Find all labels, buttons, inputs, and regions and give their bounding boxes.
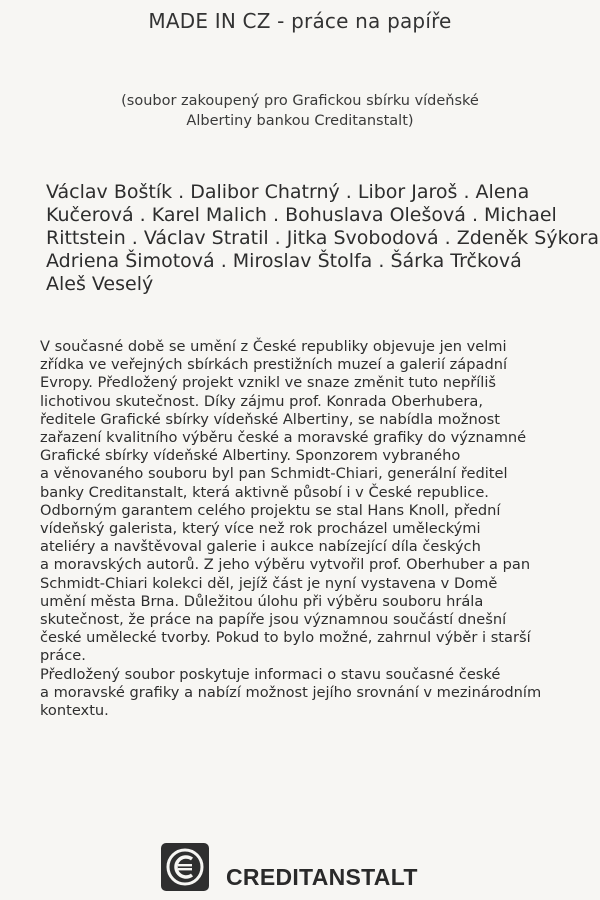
artist-line: Aleš Veselý xyxy=(46,273,154,295)
body-line: a moravských autorů. Z jeho výběru vytvořil prof. Oberhuber a pan xyxy=(40,556,531,574)
body-line: banky Creditanstalt, která aktivně působí i v České republice. xyxy=(40,483,489,501)
artist-line: Rittstein . Václav Stratil . Jitka Svobodová . Zdeněk Sýkora xyxy=(46,227,600,249)
artist-list xyxy=(46,181,600,296)
body-line: Evropy. Předložený projekt vznikl ve snaze změnit tuto nepříliš xyxy=(40,374,497,392)
body-line: V současné době se umění z České republiky objevuje jen velmi xyxy=(40,338,507,355)
body-line: ateliéry a navštěvoval galerie i aukce nabízející díla českých xyxy=(40,538,481,556)
body-line: zřídka ve veřejných sbírkách prestižních muzeí a galerií západní xyxy=(40,356,508,374)
body-line: kontextu. xyxy=(40,702,109,720)
body-line: Odborným garantem celého projektu se stal Hans Knoll, přední xyxy=(40,501,501,519)
body-line: Grafické sbírky vídeňské Albertiny. Sponzorem vybraného xyxy=(40,447,461,465)
artist-line: Kučerová . Karel Malich . Bohuslava Olešová . Michael xyxy=(46,204,557,226)
artist-line: Václav Boštík . Dalibor Chatrný . Libor Jaroš . Alena xyxy=(46,181,530,203)
subtitle-line: (soubor zakoupený pro Grafickou sbírku vídeňské xyxy=(121,93,479,109)
body-line: ředitele Grafické sbírky vídeňské Albertiny, se nabídla možnost xyxy=(40,410,500,428)
subtitle-line: Albertiny bankou Creditanstalt) xyxy=(186,113,414,129)
body-line: lichotivou skutečnost. Díky zájmu prof. Konrada Oberhubera, xyxy=(40,392,483,410)
brand-name: CREDITANSTALT xyxy=(226,864,418,890)
body-line: umění města Brna. Důležitou úlohu při výběru souboru hrála xyxy=(40,592,484,610)
body-line: práce. xyxy=(40,647,86,665)
artist-line: Adriena Šimotová . Miroslav Štolfa . Šárka Trčková xyxy=(46,250,522,272)
document-subtitle xyxy=(90,91,510,131)
body-line: vídeňský galerista, který více než rok procházel uměleckými xyxy=(40,520,481,538)
body-line: a moravské grafiky a nabízí možnost jejího srovnání v mezinárodním xyxy=(40,683,542,701)
body-line: Předložený soubor poskytuje informaci o stavu současné české xyxy=(40,665,501,683)
document-title: MADE IN CZ - práce na papíře xyxy=(148,9,452,33)
body-line: skutečnost, že práce na papíře jsou významnou součástí dnešní xyxy=(40,611,507,629)
body-line: a věnovaného souboru byl pan Schmidt-Chiari, generální ředitel xyxy=(40,465,508,483)
body-line: Schmidt-Chiari kolekci děl, jejíž část je nyní vystavena v Domě xyxy=(40,574,498,592)
creditanstalt-logo-icon xyxy=(160,842,210,892)
body-line: zařazení kvalitního výběru české a moravské grafiky do významné xyxy=(40,429,527,447)
body-line: české umělecké tvorby. Pokud to bylo možné, zahrnul výběr i starší xyxy=(40,629,531,647)
body-paragraphs xyxy=(40,338,580,720)
